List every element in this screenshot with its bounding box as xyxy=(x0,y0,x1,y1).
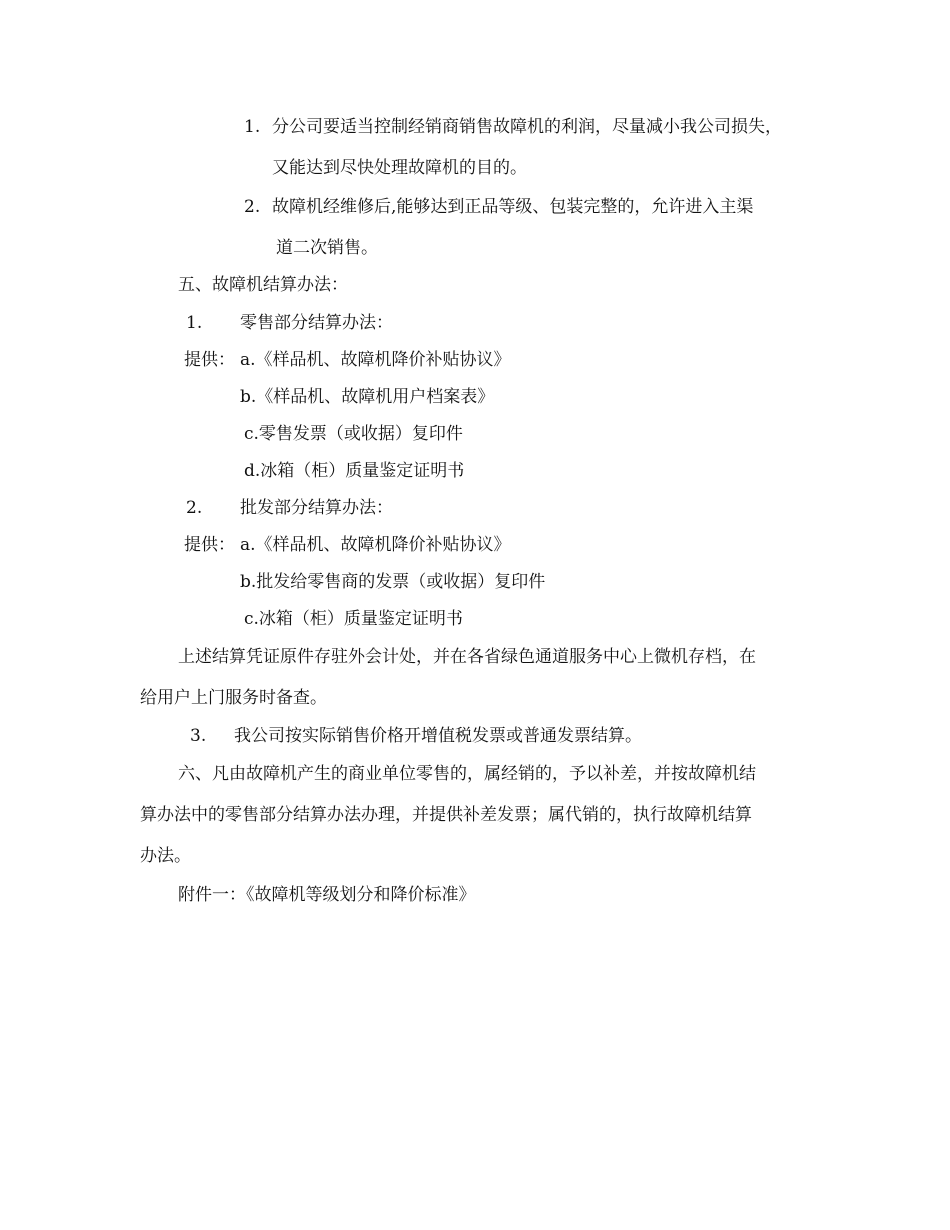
attachment-line: 附件一：《故障机等级划分和降价标准》 xyxy=(178,885,476,905)
item-1-number: 1. xyxy=(244,117,261,137)
retail-doc-c: c.零售发票（或收据）复印件 xyxy=(244,424,463,444)
wholesale-title: 批发部分结算办法： xyxy=(240,498,393,518)
wholesale-doc-c: c.冰箱（柜）质量鉴定证明书 xyxy=(244,609,463,629)
section-6-line-2: 算办法中的零售部分结算办法办理，并提供补差发票；属代销的，执行故障机结算 xyxy=(140,805,752,825)
item-1-line-1: 分公司要适当控制经销商销售故障机的利润，尽量减小我公司损失， xyxy=(272,117,782,137)
item-2-line-2: 道二次销售。 xyxy=(276,238,378,258)
wholesale-provide-label: 提供： xyxy=(184,535,235,555)
retail-doc-b: b.《样品机、故障机用户档案表》 xyxy=(240,387,495,407)
retail-doc-a: a.《样品机、故障机降价补贴协议》 xyxy=(240,350,511,370)
section-6-line-1: 六、凡由故障机产生的商业单位零售的，属经销的，予以补差，并按故障机结 xyxy=(178,764,756,784)
item-2-number: 2. xyxy=(244,197,261,217)
section-6-line-3: 办法。 xyxy=(140,846,191,866)
wholesale-number: 2. xyxy=(186,498,203,518)
wholesale-doc-a: a.《样品机、故障机降价补贴协议》 xyxy=(240,535,511,555)
section-5-heading: 五、故障机结算办法： xyxy=(178,275,348,295)
wholesale-doc-b: b.批发给零售商的发票（或收据）复印件 xyxy=(240,572,546,592)
item-1-line-2: 又能达到尽快处理故障机的目的。 xyxy=(272,158,527,178)
retail-title: 零售部分结算办法： xyxy=(240,313,393,333)
retail-provide-label: 提供： xyxy=(184,350,235,370)
item-3-number: 3. xyxy=(190,726,207,746)
retail-number: 1. xyxy=(186,313,203,333)
item-2-line-1: 故障机经维修后,能够达到正品等级、包装完整的，允许进入主渠 xyxy=(272,197,754,217)
storage-note-line-1: 上述结算凭证原件存驻外会计处，并在各省绿色通道服务中心上微机存档，在 xyxy=(178,647,756,667)
storage-note-line-2: 给用户上门服务时备查。 xyxy=(140,688,327,708)
retail-doc-d: d.冰箱（柜）质量鉴定证明书 xyxy=(244,461,465,481)
item-3-text: 我公司按实际销售价格开增值税发票或普通发票结算。 xyxy=(234,726,642,746)
